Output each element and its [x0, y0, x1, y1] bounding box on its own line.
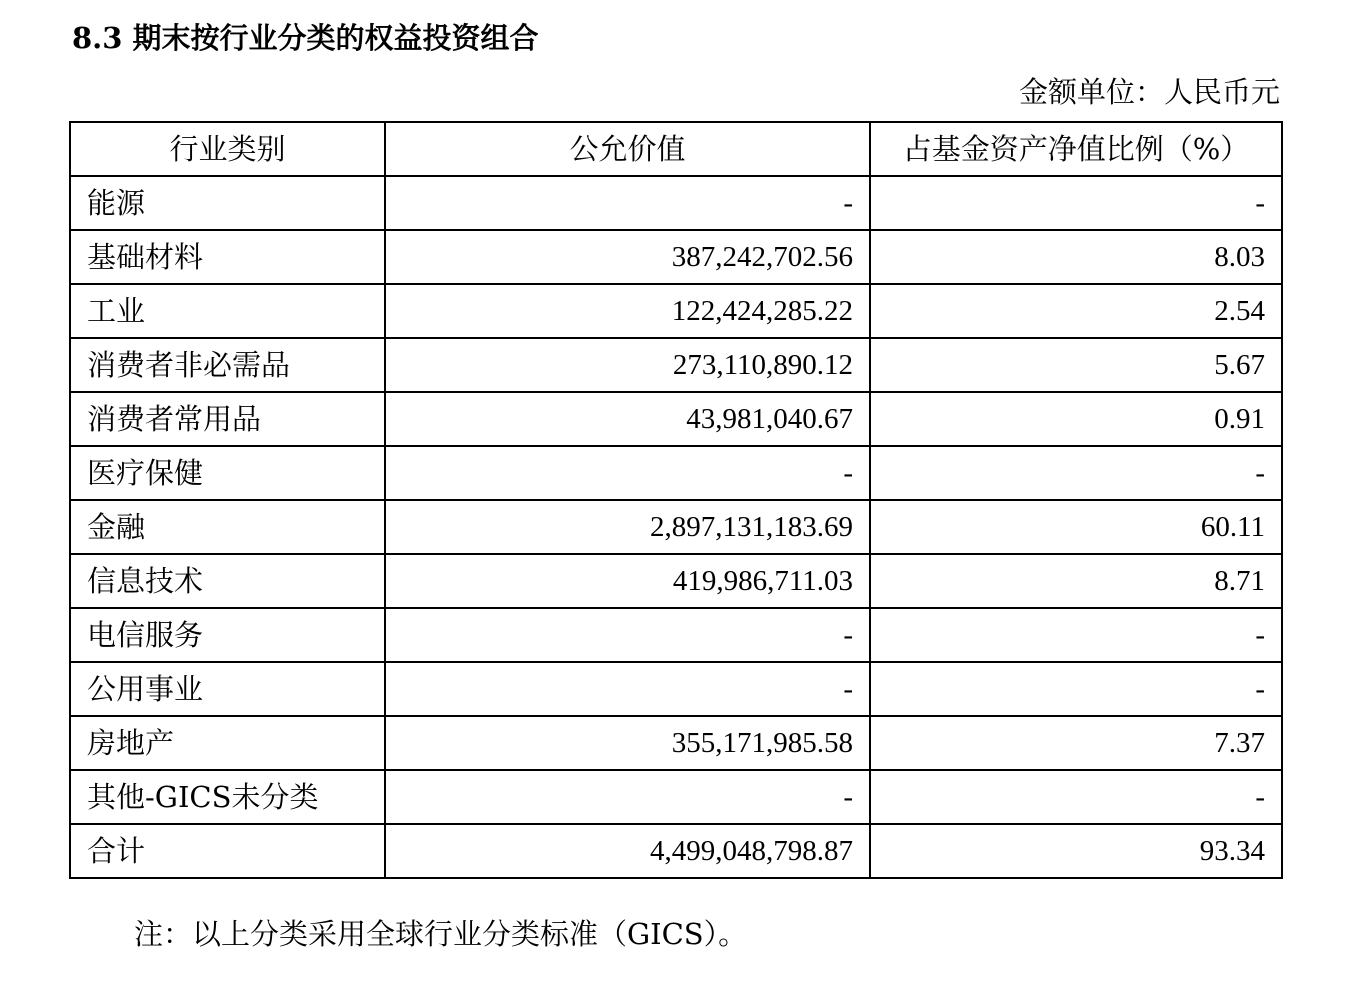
table-row [70, 230, 1282, 284]
table-row [70, 716, 1282, 770]
total-fair-value-cell: 4,499,048,798.87 [385, 824, 870, 878]
fair-value-cell: - [385, 662, 870, 716]
table-row [70, 770, 1282, 824]
ratio-cell: 60.11 [870, 500, 1282, 554]
table-header-row [70, 122, 1282, 176]
fair-value-cell: 419,986,711.03 [385, 554, 870, 608]
ratio-cell: - [870, 446, 1282, 500]
header-industry-category: 行业类别 [70, 122, 385, 176]
ratio-cell: - [870, 770, 1282, 824]
header-fair-value: 公允价值 [385, 122, 870, 176]
industry-category-cell: 基础材料 [70, 230, 385, 284]
table-row [70, 500, 1282, 554]
industry-equity-table [69, 121, 1283, 879]
industry-category-cell: 工业 [70, 284, 385, 338]
table-row [70, 392, 1282, 446]
ratio-cell: 2.54 [870, 284, 1282, 338]
ratio-cell: 8.71 [870, 554, 1282, 608]
total-label-cell: 合计 [70, 824, 385, 878]
industry-category-cell: 其他-GICS未分类 [70, 770, 385, 824]
fair-value-cell: 273,110,890.12 [385, 338, 870, 392]
industry-category-cell: 信息技术 [70, 554, 385, 608]
industry-category-cell: 金融 [70, 500, 385, 554]
table-total-row [70, 824, 1282, 878]
industry-category-cell: 公用事业 [70, 662, 385, 716]
fair-value-cell: - [385, 446, 870, 500]
industry-category-cell: 医疗保健 [70, 446, 385, 500]
table-row [70, 608, 1282, 662]
fair-value-cell: 387,242,702.56 [385, 230, 870, 284]
ratio-cell: 5.67 [870, 338, 1282, 392]
table-row [70, 662, 1282, 716]
header-net-asset-ratio: 占基金资产净值比例（%） [870, 122, 1282, 176]
ratio-cell: - [870, 662, 1282, 716]
fair-value-cell: - [385, 176, 870, 230]
currency-unit-label: 金额单位：人民币元 [1018, 75, 1280, 109]
industry-category-cell: 消费者常用品 [70, 392, 385, 446]
classification-note: 注：以上分类采用全球行业分类标准（GICS）。 [134, 917, 748, 951]
total-ratio-cell: 93.34 [870, 824, 1282, 878]
ratio-cell: 0.91 [870, 392, 1282, 446]
fair-value-cell: - [385, 770, 870, 824]
industry-category-cell: 电信服务 [70, 608, 385, 662]
fair-value-cell: 355,171,985.58 [385, 716, 870, 770]
table-row [70, 446, 1282, 500]
fair-value-cell: 2,897,131,183.69 [385, 500, 870, 554]
fair-value-cell: - [385, 608, 870, 662]
table-row [70, 284, 1282, 338]
fair-value-cell: 43,981,040.67 [385, 392, 870, 446]
ratio-cell: - [870, 176, 1282, 230]
industry-category-cell: 房地产 [70, 716, 385, 770]
ratio-cell: 8.03 [870, 230, 1282, 284]
industry-category-cell: 能源 [70, 176, 385, 230]
section-title: 8.3 期末按行业分类的权益投资组合 [72, 21, 539, 55]
table-row [70, 338, 1282, 392]
ratio-cell: - [870, 608, 1282, 662]
industry-category-cell: 消费者非必需品 [70, 338, 385, 392]
table-row [70, 554, 1282, 608]
fair-value-cell: 122,424,285.22 [385, 284, 870, 338]
table-row [70, 176, 1282, 230]
ratio-cell: 7.37 [870, 716, 1282, 770]
